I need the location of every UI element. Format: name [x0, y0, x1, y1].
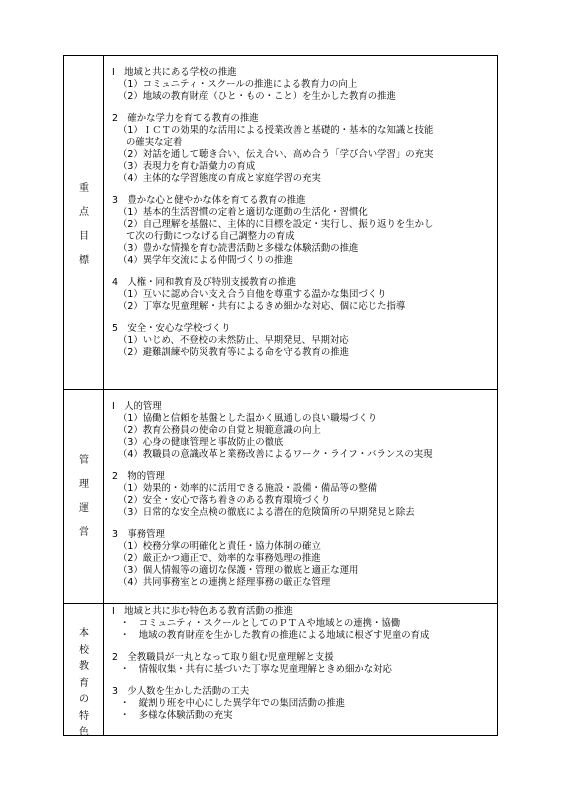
list-item: （2）対話を通して聴き合い、伝え合い、高め合う「学び合い学習」の充実	[118, 149, 434, 160]
spacer	[110, 676, 495, 686]
bullet-item: ・ コミュニティ・スクールとしてのＰＴＡや地域との連携・協働	[120, 618, 401, 629]
section-row-management	[64, 389, 497, 604]
list-item: （1）協働と信頼を基盤とした温かく風通しの良い職場づくり	[118, 413, 378, 424]
list-item: （2）教育公務員の使命の自覚と規範意識の向上	[118, 425, 321, 436]
section-label-char: 校	[79, 644, 89, 656]
list-item: （3）表現力を育む語彙力の育成	[118, 161, 256, 172]
section-label-char: 教	[79, 661, 89, 672]
list-item: （2）安全・安心で落ち着きのある教育環境づくり	[118, 495, 331, 506]
section-label-char: 運	[79, 503, 89, 514]
section-content-features	[110, 606, 495, 722]
section-label-char: 標	[79, 255, 89, 266]
section-label-features	[64, 628, 104, 744]
list-item: （3）日常的な安全点検の徹底による潜在的危険箇所の早期発見と除去	[118, 507, 415, 518]
section-label-char: 目	[79, 231, 89, 242]
section-label-char: 点	[79, 207, 89, 218]
section-label-char: 色	[79, 727, 89, 738]
list-item: （1）コミュニティ・スクールの推進による教育力の向上	[118, 79, 358, 90]
list-item: （3）豊かな情操を育む読書活動と多様な体験活動の推進	[118, 243, 359, 254]
section-heading: 3 少人数を生かした活動の工夫	[112, 686, 250, 697]
spacer	[110, 103, 495, 113]
bullet-item: ・ 地域の教育財産を生かした教育の推進による地域に根ざす児童の育成	[120, 630, 430, 641]
spacer	[110, 185, 495, 195]
list-item: （1）ＩＣＴの効果的な活用による授業改善と基礎的・基本的な知識と技能	[118, 125, 434, 136]
section-label-management	[64, 456, 104, 552]
list-item: （2）地域の教育財産（ひと・もの・こと）を生かした教育の推進	[118, 91, 396, 102]
section-heading: Ⅰ 人的管理	[112, 401, 162, 412]
list-item: （2）自己理解を基盤に、主体的に目標を設定・実行し、振り返りを生かし	[118, 219, 434, 230]
list-item: て次の行動につなげる自己調整力の育成	[126, 231, 295, 242]
section-label-char: 重	[79, 183, 89, 194]
spacer	[110, 642, 495, 652]
section-label-char: 理	[79, 479, 89, 490]
section-heading: Ⅰ 地域と共にある学校の推進	[112, 67, 237, 78]
list-item: （4）共同事務室との連携と経理事務の厳正な管理	[118, 577, 331, 588]
list-item: （1）基本的生活習慣の定着と適切な運動の生活化・習慣化	[118, 207, 368, 218]
section-content-goals	[110, 67, 495, 359]
list-item: （2）厳正かつ適正で、効率的な事務処理の推進	[118, 553, 321, 564]
list-item: （1）いじめ、不登校の未然防止、早期発見、早期対応	[118, 335, 349, 346]
list-item: （2）丁寧な児童理解・共有によるきめ細かな対応、個に応じた指導	[118, 301, 406, 312]
section-label-char: 本	[79, 628, 89, 639]
list-item: （4）異学年交流による仲間づくりの推進	[118, 255, 293, 266]
section-heading: 2 全教職員が一丸となって取り組む児童理解と支援	[112, 652, 334, 663]
list-item: （3）心身の健康管理と事故防止の徹底	[118, 437, 284, 448]
section-label-char: 営	[79, 527, 89, 538]
section-row-features	[64, 603, 497, 736]
section-heading: 2 確かな学力を育てる教育の推進	[112, 113, 259, 124]
section-label-goals	[64, 184, 104, 280]
spacer	[110, 461, 495, 471]
section-heading: Ⅰ 地域と共に歩む特色ある教育活動の推進	[112, 606, 293, 617]
list-item: （3）個人情報等の適切な保護・管理の徹底と適正な運用	[118, 565, 359, 576]
section-row-goals	[64, 56, 497, 389]
list-item: の確実な定着	[126, 137, 183, 148]
bullet-item: ・ 縦割り班を中心にした異学年での集団活動の推進	[120, 698, 346, 709]
spacer	[110, 267, 495, 277]
bullet-item: ・ 情報収集・共有に基づいた丁寧な児童理解ときめ細かな対応	[120, 664, 392, 675]
list-item: （4）教職員の意識改革と業務改善によるワーク・ライフ・バランスの実現	[118, 449, 433, 460]
section-heading: 3 事務管理	[112, 529, 165, 540]
list-item: （1）校務分掌の明確化と責任・協力体制の確立	[118, 541, 321, 552]
bullet-item: ・ 多様な体験活動の充実	[120, 710, 233, 721]
spacer	[110, 313, 495, 323]
section-heading: 3 豊かな心と健やかな体を育てる教育の推進	[112, 195, 306, 206]
list-item: （2）避難訓練や防災教育等による命を守る教育の推進	[118, 347, 349, 358]
section-label-char: 特	[79, 710, 89, 722]
list-item: （4）主体的な学習態度の育成と家庭学習の充実	[118, 173, 321, 184]
list-item: （1）互いに認め合い支え合う自他を尊重する温かな集団づくり	[118, 289, 387, 300]
section-heading: 5 安全・安心な学校づくり	[112, 323, 231, 334]
section-heading: 2 物的管理	[112, 471, 165, 482]
section-label-char: の	[79, 694, 89, 705]
list-item: （1）効果的・効率的に活用できる施設・設備・備品等の整備	[118, 483, 378, 494]
section-label-char: 管	[79, 455, 89, 466]
section-content-management	[110, 401, 495, 589]
section-label-char: 育	[79, 677, 89, 689]
spacer	[110, 519, 495, 529]
document-table	[63, 55, 498, 736]
section-heading: 4 人権・同和教育及び特別支援教育の推進	[112, 277, 297, 288]
